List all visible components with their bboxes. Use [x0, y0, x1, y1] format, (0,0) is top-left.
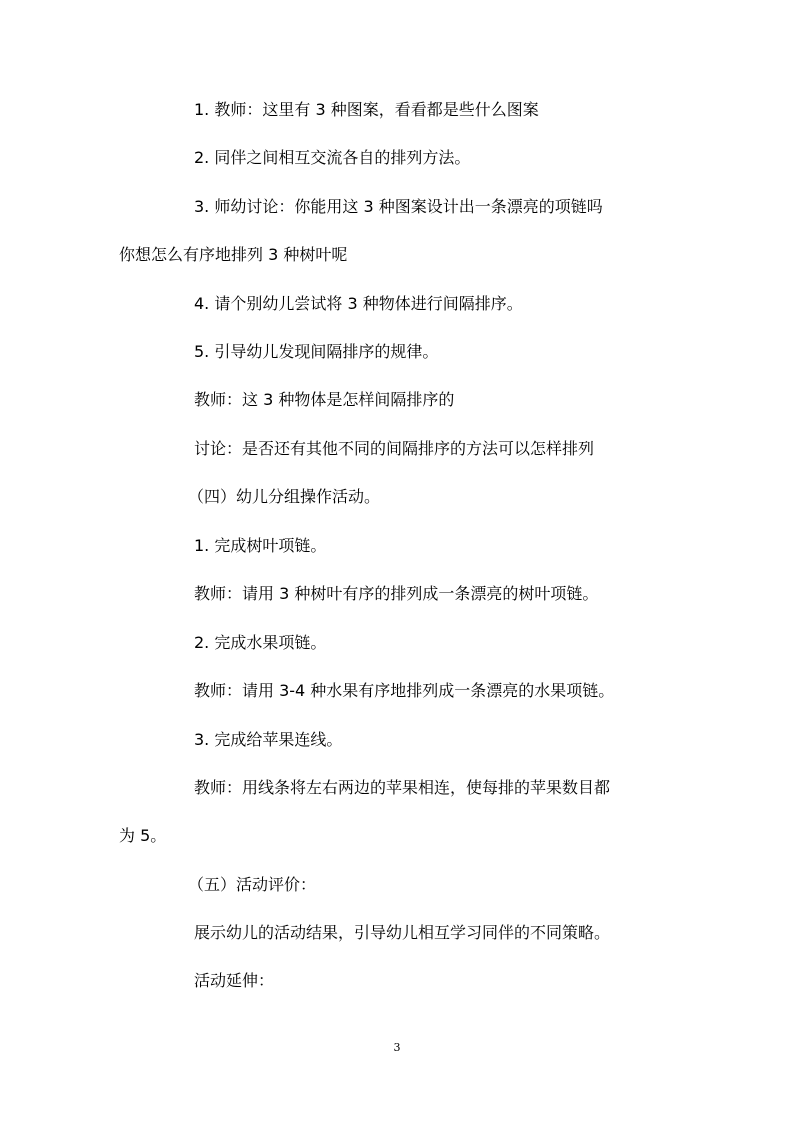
paragraph-line: 2. 同伴之间相互交流各自的排列方法。 [194, 148, 471, 167]
paragraph-line: 1. 完成树叶项链。 [194, 536, 327, 555]
section-heading: （四）幼儿分组操作活动。 [188, 487, 381, 506]
paragraph-line: 你想怎么有序地排列 3 种树叶呢 [119, 245, 348, 264]
paragraph-line: 1. 教师：这里有 3 种图案，看看都是些什么图案 [194, 100, 539, 119]
paragraph-line: 教师：请用 3 种树叶有序的排列成一条漂亮的树叶项链。 [194, 584, 599, 603]
paragraph-line: 教师：请用 3-4 种水果有序地排列成一条漂亮的水果项链。 [194, 681, 615, 700]
paragraph-line: 教师：这 3 种物体是怎样间隔排序的 [194, 390, 455, 409]
paragraph-line: 2. 完成水果项链。 [194, 633, 327, 652]
paragraph-line: 教师：用线条将左右两边的苹果相连，使每排的苹果数目都 [194, 778, 611, 797]
page-number: 3 [393, 1041, 401, 1054]
paragraph-line: 展示幼儿的活动结果，引导幼儿相互学习同伴的不同策略。 [194, 923, 611, 942]
section-heading: （五）活动评价： [188, 875, 317, 894]
paragraph-line: 活动延伸： [194, 971, 275, 990]
paragraph-line: 5. 引导幼儿发现间隔排序的规律。 [194, 342, 439, 361]
paragraph-line: 3. 完成给苹果连线。 [194, 730, 343, 749]
paragraph-line: 为 5。 [119, 826, 167, 845]
paragraph-line: 4. 请个别幼儿尝试将 3 种物体进行间隔排序。 [194, 294, 523, 313]
paragraph-line: 讨论：是否还有其他不同的间隔排序的方法可以怎样排列 [194, 439, 595, 458]
paragraph-line: 3. 师幼讨论：你能用这 3 种图案设计出一条漂亮的项链吗 [194, 197, 603, 216]
